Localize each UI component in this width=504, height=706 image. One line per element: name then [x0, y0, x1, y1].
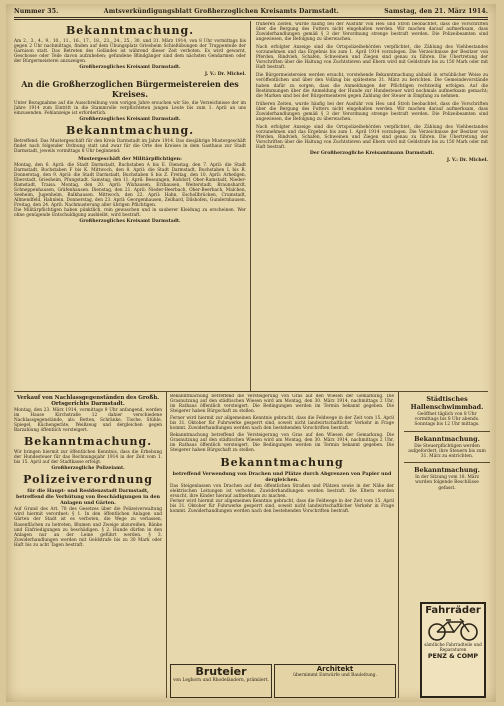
- notice-text: Nach erfolgter Anzeige sind die Ortspolizeibehörden verpflichtet, die Zählung des Viehbestandes vorzunehmen und das Ergebnis bis zum 1. April 1914 vorzulegen. Die Verzeichnisse der Besitzer von Pferden, Rindvieh, Schafen, Schweinen und Ziegen sind genau zu führen. Die Übertretung der Vorschriften über die Haltung von Zuchtstieren und Ebern wird mit Geldstrafe bis zu 150 Mark oder mit Haft bestraft.: [256, 124, 488, 151]
- ad-text: Die Steuerpflichtigen werden aufgefordert, ihre Steuern bis zum 31. März zu entrichten.: [408, 443, 486, 460]
- notice-signer: J. V.: Dr. Michel.: [204, 72, 246, 78]
- bicycle-icon: [424, 616, 482, 642]
- notice-text: früheren Zeiten, wurde häufig bei der Ausfuhr von Heu und Stroh beobachtet, dass die Vorschriften über die Bergung des Futters nicht eingehalten werden. Wir machen darauf aufmerksam, dass Zuwiderhandlungen gemäß § 3 der Verordnung strenge bestraft werden. Die Polizeibeamten sind angewiesen, die Befolgung zu überwachen.: [256, 22, 488, 43]
- notice-signature: Großherzogliche Polizeiamt.: [51, 466, 125, 472]
- column-divider: [166, 392, 167, 698]
- notice-text: Ferner wird hiermit zur allgemeinen Kenntnis gebracht, dass die Feldwege in der Zeit vom 15. April bis 31. Oktober für Fuhrwerke gesperrt sind, soweit nicht landwirtschaftlicher Verkehr in Frage kommt. Zuwiderhandlungen werden nach den bestehenden Vorschriften bestraft.: [170, 416, 394, 432]
- notice-text: Am 2., 3., 4., 9., 10., 11., 16., 17., 18., 23., 24., 25., 30. und 31. März 1914, von 8 Uhr vormittags bis gegen 2 Uhr nachmittags, finden auf dem Übungsplatz Griesheim Schießübungen der Truppenteile der Garnison statt. Das Betreten des Geländes ist während dieser Zeit verboten. Es wird gewarnt, Geschosse oder Teile davon aufzuheben; gefundene Blindgänger sind dem nächsten Gendarmen oder der Bürgermeisterei anzuzeigen.: [14, 39, 246, 65]
- masthead: [14, 6, 488, 18]
- ad-text: von Leghorn und Rhodeländern, prämiiert.: [173, 678, 269, 683]
- column-top-right: [256, 22, 488, 390]
- masthead-title: Amtsverkündigungsblatt Großherzoglichen Kreisamts Darmstadt.: [103, 8, 339, 15]
- column-lower-right: [404, 394, 490, 600]
- notice-title: Bekanntmachung.: [65, 24, 195, 37]
- notice-text: Ferner wird hiermit zur allgemeinen Kenntnis gebracht, dass die Feldwege in der Zeit vom 15. April bis 31. Oktober für Fuhrwerke gesperrt sind, soweit nicht landwirtschaftlicher Verkehr in Frage kommt. Zuwiderhandlungen werden nach den bestehenden Vorschriften bestraft.: [170, 498, 394, 514]
- ad-title: Städtisches Hallenschwimmbad.: [410, 395, 484, 411]
- ad-text: In der Sitzung vom 18. März wurden folgende Beschlüsse gefasst.: [415, 475, 479, 491]
- notice-text: Montag, den 23. März 1914, vormittags 9 Uhr anfangend, werden im Hause Kirchstraße 12 dahier verschiedene Nachlassgegenstände, als: Betten, Schränke, Tische, Stühle, Spiegel, Küchengeräte, Weißzeug und dergleichen gegen Barzahlung öffentlich versteigert.: [14, 408, 162, 434]
- ad-title: Fahrräder: [425, 605, 481, 616]
- notice-signer: J. V.: Dr. Michel.: [446, 158, 488, 164]
- ad-divider: [404, 431, 490, 432]
- newspaper-page: [6, 4, 496, 702]
- issue-number: Nummer 35.: [14, 8, 59, 15]
- notice-text: Bekanntmachung betreffend die Versteigerung von Gras auf den Wiesen der Gemarkung. Die Grasnutzung auf den städtischen Wiesen wird am Montag, den 30. März 1914, nachmittags 2 Uhr, im Rathaus öffentlich versteigert. Die Bedingungen werden im Termin bekannt gegeben. Die Steigerer haben Bürgschaft zu stellen.: [170, 394, 394, 415]
- notice-signature: Großherzogliches Kreisamt Darmstadt.: [79, 65, 181, 71]
- section-divider: [14, 391, 488, 392]
- notice-title: Bekanntmachung.: [23, 435, 153, 449]
- notice-text: früheren Zeiten, wurde häufig bei der Ausfuhr von Heu und Stroh beobachtet, dass die Vorschriften über die Bergung des Futters nicht eingehalten werden. Wir machen darauf aufmerksam, dass Zuwiderhandlungen gemäß § 3 der Verordnung strenge bestraft werden. Die Polizeibeamten sind angewiesen, die Befolgung zu überwachen.: [256, 101, 488, 122]
- ad-title: Bekanntmachung.: [414, 434, 480, 443]
- notice-text: Wir bringen hiermit zur öffentlichen Kenntnis, dass die Erhebung der Hundesteuer für das Rechnungsjahr 1914 in der Zeit vom 1. bis 15. April auf der Stadtkasse erfolgt.: [14, 450, 162, 466]
- ad-divider: [404, 462, 490, 463]
- ad-title: Bruteier: [195, 665, 247, 678]
- ad-architekt: [274, 664, 396, 698]
- notice-text: Die Bürgermeistereien werden ersucht, vorstehende Bekanntmachung alsbald in ortsüblicher Weise zu veröffentlichen und über den Vollzug bis spätestens 31. März zu berichten. Die Gemeindevorstände haben dafür zu sorgen, dass die Anmeldungen der Pflichtigen rechtzeitig erfolgen. Auf die Bestimmungen über die Anmeldung der Hunde zur Hundesteuer wird nochmals aufmerksam gemacht; die Marken sind bei der Bürgermeisterei gegen Zahlung der Steuer in Empfang zu nehmen.: [256, 73, 488, 99]
- masthead-rule: [14, 19, 488, 20]
- notice-title: Verkauf von Nachlassgegenständen des Großh. Ortsgerichts Darmstadt.: [16, 395, 160, 407]
- notice-text: Unter Bezugnahme auf die Ausschreibung vom vorigen Jahre ersuchen wir Sie, die Verzeichnisse der im Jahre 1914 zum Eintritt in die Stammrolle verpflichteten jungen Leute bis zum 1. April an uns einzusenden. Fehlanzeige ist erforderlich.: [14, 101, 246, 117]
- column-divider: [250, 21, 251, 391]
- ad-fahrraeder: [420, 602, 486, 698]
- notice-text: Die Militärpflichtigen haben pünktlich, rein gewaschen und in sauberer Kleidung zu erscheinen. Wer ohne genügende Entschuldigung ausbleibt, wird bestraft.: [14, 207, 246, 218]
- notice-subtitle: Mustergeschäft der Militärpflichtigen:: [78, 155, 182, 162]
- notice-text: Nach erfolgter Anzeige sind die Ortspolizeibehörden verpflichtet, die Zählung des Viehbestandes vorzunehmen und das Ergebnis bis zum 1. April 1914 vorzulegen. Die Verzeichnisse der Besitzer von Pferden, Rindvieh, Schafen, Schweinen und Ziegen sind genau zu führen. Die Übertretung der Vorschriften über die Haltung von Zuchtstieren und Ebern wird mit Geldstrafe bis zu 150 Mark oder mit Haft bestraft.: [256, 45, 488, 71]
- notice-title: Polizeiverordnung: [23, 473, 153, 487]
- notice-title: An die Großherzoglichen Bürgermeistereien des Kreises.: [21, 79, 239, 100]
- ad-text: übernimmt Entwürfe und Bauleitung.: [293, 673, 377, 678]
- notice-signature: Großherzogliches Kreisamt Darmstadt.: [79, 117, 181, 123]
- column-top-left: [14, 22, 246, 390]
- notice-signature: Großherzogliches Kreisamt Darmstadt.: [79, 219, 181, 225]
- ad-title: Architekt: [316, 665, 354, 673]
- notice-text: Bekanntmachung betreffend die Versteigerung von Gras auf den Wiesen der Gemarkung. Die Grasnutzung auf den städtischen Wiesen wird am Montag, den 30. März 1914, nachmittags 2 Uhr, im Rathaus öffentlich versteigert. Die Bedingungen werden im Termin bekannt gegeben. Die Steigerer haben Bürgschaft zu stellen.: [170, 433, 394, 454]
- notice-signature: Der Großherzogliche Kreisamtmann Darmstadt.: [309, 151, 435, 157]
- ad-text: sämtliche Fahrradteile und Reparaturen: [424, 642, 482, 652]
- column-lower-left: [14, 394, 162, 698]
- notice-text: Das Steigenlassen von Drachen auf den öffentlichen Straßen und Plätzen sowie in der Nähe der elektrischen Leitungen ist verboten. Zuwiderhandlungen werden bestraft. Die Eltern werden ersucht, ihre Kinder hierauf aufmerksam zu machen.: [170, 483, 394, 499]
- ad-company: PENZ & COMP: [427, 652, 479, 660]
- notice-subtitle: für die Haupt- und Residenzstadt Darmstadt, betreffend die Verhütung von Beschädigungen in den Anlagen und Gärten.: [15, 488, 161, 507]
- ad-text: Geöffnet täglich von 8 Uhr vormittags bis 8 Uhr abends. Sonntags bis 12 Uhr mittags.: [414, 412, 480, 428]
- column-lower-middle: [170, 394, 394, 698]
- notice-title: Bekanntmachung: [220, 455, 344, 469]
- notice-text: Auf Grund des Art. 78 des Gesetzes über die Polizeiverwaltung wird hiermit verordnet: § 1. In den öffentlichen Anlagen und Gärten der Stadt ist es verboten, die Wege zu verlassen, Rasenflächen zu betreten, Blumen und Zweige abzureißen, Bänke und Einfriedigungen zu beschädigen. § 2. Hunde dürfen in den Anlagen nur an der Leine geführt werden. § 3. Zuwiderhandlungen werden mit Geldstrafe bis zu 30 Mark oder Haft bis zu acht Tagen bestraft.: [14, 507, 162, 548]
- notice-title: Bekanntmachung.: [65, 124, 195, 138]
- column-divider: [398, 392, 399, 698]
- notice-subtitle: betreffend Verwendung von Drachen und Plätze durch Abgrenzen von Papier und dergleichen.: [172, 470, 392, 483]
- notice-text: Betreffend: Das Mustergeschäft für den Kreis Darmstadt im Jahre 1914. Das diesjährige Mustergeschäft findet nach folgender Ordnung statt und zwar für die Orte des Kreises in dem Gasthaus zur Stadt Darmstadt, jeweils vormittags 8 Uhr beginnend:: [14, 139, 246, 155]
- notice-schedule: Montag, den 6. April: die Stadt Darmstadt, Buchstaben A bis E. Dienstag, den 7. April: die Stadt Darmstadt, Buchstaben F bis K. Mittwoch, den 8. April: die Stadt Darmstadt, Buchstaben L bis R. Donnerstag, den 9. April: die Stadt Darmstadt, Buchstaben S bis Z. Freitag, den 10. April: Arheilgen, Eberstadt, Griesheim, Pfungstadt. Samstag, den 11. April: Bessungen, Roßdorf, Ober-Ramstadt, Nieder-Ramstadt, Traisa. Montag, den 20. April: Wixhausen, Erzhausen, Weiterstadt, Braunshardt, Schneppenhausen, Gräfenhausen. Dienstag, den 21. April: Nieder-Beerbach, Ober-Beerbach, Malchen, Seeheim, Jugenheim, Balkhausen. Mittwoch, den 22. April: Hahn, Eschollbrücken, Crumstadt, Allmendfeld, Hahnlein. Donnerstag, den 23. April: Georgenhausen, Zeilhard, Dilshofen, Gundernhausen. Freitag, den 24. April: Nachmusterung aller übrigen Pflichtigen.: [14, 162, 246, 208]
- ad-title: Bekanntmachung.: [414, 466, 480, 475]
- masthead-date: Samstag, den 21. März 1914.: [384, 8, 488, 15]
- ad-bruteier: [170, 664, 272, 698]
